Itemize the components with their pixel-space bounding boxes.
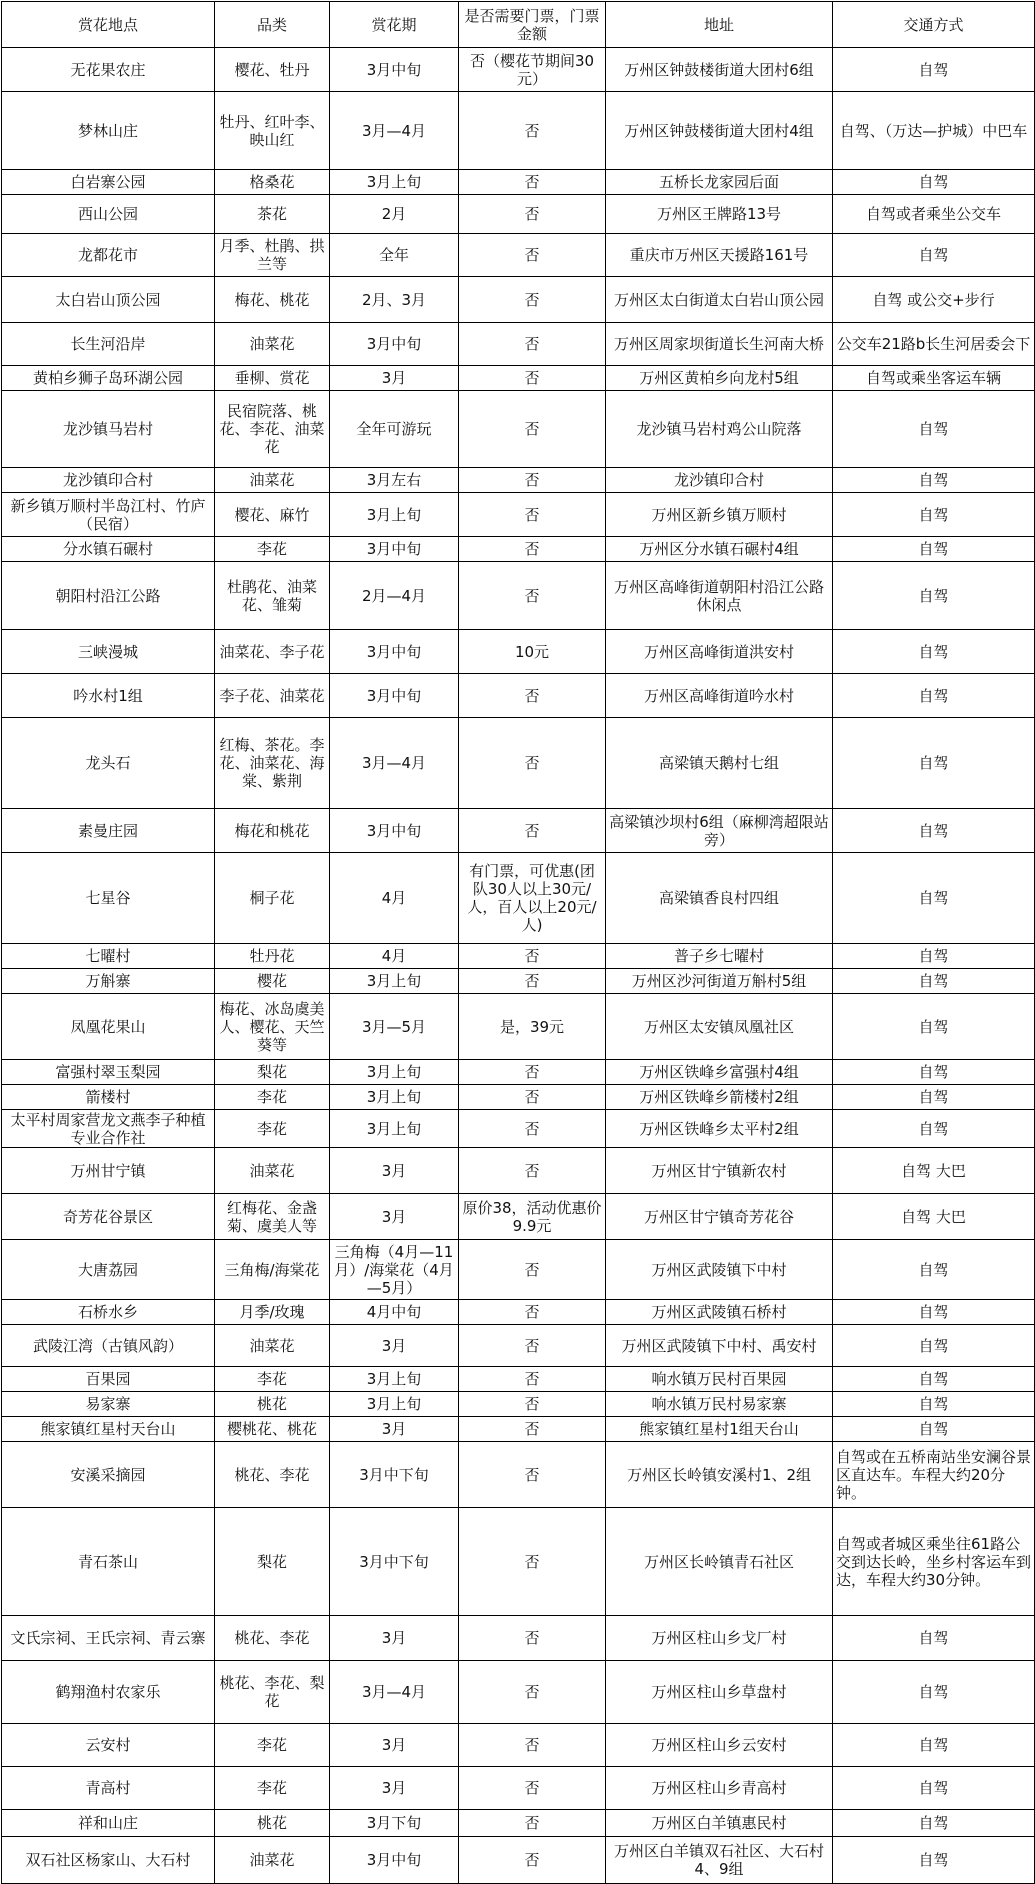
cell-address: 响水镇万民村百果园 xyxy=(606,1367,833,1392)
table-row xyxy=(2,994,1035,1060)
cell-ticket: 否 xyxy=(459,1442,606,1508)
cell-transport: 自驾 xyxy=(833,1240,1035,1300)
cell-transport: 自驾 xyxy=(833,1325,1035,1367)
cell-viewing-period: 3月中旬 xyxy=(330,1837,459,1884)
cell-viewing-period: 3月中旬 xyxy=(330,630,459,674)
table-row xyxy=(2,853,1035,944)
cell-location: 太平村周家营龙文燕李子种植专业合作社 xyxy=(2,1110,215,1148)
cell-ticket: 否 xyxy=(459,1417,606,1442)
cell-flower-type: 红梅、茶花。李花、油菜花、海棠、紫荆 xyxy=(215,718,330,809)
table-row xyxy=(2,1148,1035,1194)
table-row xyxy=(2,1724,1035,1767)
table-row xyxy=(2,277,1035,323)
cell-viewing-period: 3月中下旬 xyxy=(330,1442,459,1508)
header-viewing-period: 赏花期 xyxy=(330,2,459,48)
cell-ticket: 否 xyxy=(459,1325,606,1367)
cell-viewing-period: 3月上旬 xyxy=(330,170,459,195)
header-address: 地址 xyxy=(606,2,833,48)
cell-flower-type: 樱桃花、桃花 xyxy=(215,1417,330,1442)
cell-ticket: 否 xyxy=(459,277,606,323)
cell-address: 龙沙镇印合村 xyxy=(606,468,833,493)
header-row xyxy=(2,2,1035,48)
cell-viewing-period: 3月 xyxy=(330,1325,459,1367)
table-row xyxy=(2,1810,1035,1837)
cell-address: 万州区甘宁镇新农村 xyxy=(606,1148,833,1194)
cell-address: 万州区钟鼓楼街道大团村4组 xyxy=(606,92,833,170)
cell-transport: 自驾 xyxy=(833,944,1035,969)
cell-address: 万州区铁峰乡箭楼村2组 xyxy=(606,1085,833,1110)
table-row xyxy=(2,1767,1035,1810)
cell-transport: 自驾 xyxy=(833,994,1035,1060)
table-row xyxy=(2,1085,1035,1110)
cell-ticket: 否 xyxy=(459,234,606,277)
cell-location: 白岩寨公园 xyxy=(2,170,215,195)
cell-transport: 自驾 大巴 xyxy=(833,1148,1035,1194)
table-row xyxy=(2,562,1035,630)
cell-flower-type: 梅花和桃花 xyxy=(215,809,330,853)
header-ticket: 是否需要门票，门票金额 xyxy=(459,2,606,48)
table-row xyxy=(2,944,1035,969)
header-location: 赏花地点 xyxy=(2,2,215,48)
cell-transport: 自驾、（万达—护城）中巴车 xyxy=(833,92,1035,170)
cell-location: 双石社区杨家山、大石村 xyxy=(2,1837,215,1884)
cell-ticket: 否 xyxy=(459,718,606,809)
cell-transport: 自驾 xyxy=(833,1110,1035,1148)
cell-flower-type: 梅花、桃花 xyxy=(215,277,330,323)
cell-transport: 自驾 xyxy=(833,468,1035,493)
cell-transport: 自驾 xyxy=(833,537,1035,562)
cell-transport: 自驾 xyxy=(833,1810,1035,1837)
cell-location: 青高村 xyxy=(2,1767,215,1810)
cell-flower-type: 李花 xyxy=(215,537,330,562)
cell-flower-type: 樱花 xyxy=(215,969,330,994)
cell-flower-type: 垂柳、赏花 xyxy=(215,366,330,391)
cell-address: 万州区黄柏乡向龙村5组 xyxy=(606,366,833,391)
table-row xyxy=(2,1616,1035,1661)
cell-viewing-period: 3月 xyxy=(330,1724,459,1767)
cell-flower-type: 樱花、牡丹 xyxy=(215,48,330,92)
cell-flower-type: 梅花、冰岛虞美人、樱花、天竺葵等 xyxy=(215,994,330,1060)
cell-location: 素曼庄园 xyxy=(2,809,215,853)
table-row xyxy=(2,1508,1035,1616)
cell-flower-type: 油菜花 xyxy=(215,323,330,366)
table-row xyxy=(2,1367,1035,1392)
cell-flower-type: 月季/玫瑰 xyxy=(215,1300,330,1325)
cell-flower-type: 桃花、李花、梨花 xyxy=(215,1661,330,1724)
cell-location: 万斛寨 xyxy=(2,969,215,994)
cell-address: 万州区长岭镇青石社区 xyxy=(606,1508,833,1616)
cell-location: 武陵江湾（古镇风韵） xyxy=(2,1325,215,1367)
cell-location: 大唐荔园 xyxy=(2,1240,215,1300)
cell-viewing-period: 3月 xyxy=(330,1616,459,1661)
cell-address: 万州区白羊镇双石社区、大石村4、9组 xyxy=(606,1837,833,1884)
table-row xyxy=(2,493,1035,537)
cell-address: 五桥长龙家园后面 xyxy=(606,170,833,195)
cell-viewing-period: 3月中下旬 xyxy=(330,1508,459,1616)
cell-transport: 自驾 xyxy=(833,969,1035,994)
cell-transport: 自驾或者乘坐公交车 xyxy=(833,195,1035,234)
cell-address: 万州区分水镇石碾村4组 xyxy=(606,537,833,562)
cell-viewing-period: 三角梅（4月—11月）/海棠花（4月—5月） xyxy=(330,1240,459,1300)
cell-viewing-period: 3月—5月 xyxy=(330,994,459,1060)
cell-ticket: 否 xyxy=(459,1810,606,1837)
cell-location: 长生河沿岸 xyxy=(2,323,215,366)
cell-address: 万州区王牌路13号 xyxy=(606,195,833,234)
cell-ticket: 原价38，活动优惠价9.9元 xyxy=(459,1194,606,1240)
table-row xyxy=(2,1300,1035,1325)
cell-flower-type: 李花 xyxy=(215,1724,330,1767)
cell-viewing-period: 3月上旬 xyxy=(330,969,459,994)
cell-flower-type: 杜鹃花、油菜花、雏菊 xyxy=(215,562,330,630)
cell-transport: 自驾 xyxy=(833,1767,1035,1810)
cell-flower-type: 三角梅/海棠花 xyxy=(215,1240,330,1300)
cell-transport: 自驾 大巴 xyxy=(833,1194,1035,1240)
cell-flower-type: 李花 xyxy=(215,1767,330,1810)
cell-location: 无花果农庄 xyxy=(2,48,215,92)
cell-address: 万州区长岭镇安溪村1、2组 xyxy=(606,1442,833,1508)
cell-ticket: 否 xyxy=(459,92,606,170)
cell-transport: 自驾 xyxy=(833,170,1035,195)
table-row xyxy=(2,537,1035,562)
cell-address: 万州区钟鼓楼街道大团村6组 xyxy=(606,48,833,92)
cell-ticket: 否 xyxy=(459,944,606,969)
cell-location: 凤凰花果山 xyxy=(2,994,215,1060)
cell-address: 万州区周家坝街道长生河南大桥 xyxy=(606,323,833,366)
cell-flower-type: 李花 xyxy=(215,1110,330,1148)
cell-address: 高梁镇沙坝村6组（麻柳湾超限站旁） xyxy=(606,809,833,853)
cell-location: 梦林山庄 xyxy=(2,92,215,170)
cell-transport: 自驾 xyxy=(833,809,1035,853)
cell-ticket: 否 xyxy=(459,562,606,630)
cell-viewing-period: 3月上旬 xyxy=(330,1060,459,1085)
cell-transport: 自驾 xyxy=(833,1417,1035,1442)
table-row xyxy=(2,809,1035,853)
cell-location: 箭楼村 xyxy=(2,1085,215,1110)
cell-ticket: 否 xyxy=(459,1060,606,1085)
cell-transport: 自驾 xyxy=(833,1724,1035,1767)
cell-address: 万州区柱山乡青高村 xyxy=(606,1767,833,1810)
table-row xyxy=(2,1060,1035,1085)
cell-flower-type: 桃花、李花 xyxy=(215,1442,330,1508)
cell-flower-type: 牡丹花 xyxy=(215,944,330,969)
cell-address: 万州区柱山乡戈厂村 xyxy=(606,1616,833,1661)
cell-ticket: 否 xyxy=(459,1392,606,1417)
cell-location: 奇芳花谷景区 xyxy=(2,1194,215,1240)
cell-ticket: 有门票，可优惠(团队30人以上30元/人，百人以上20元/人) xyxy=(459,853,606,944)
cell-viewing-period: 3月中旬 xyxy=(330,537,459,562)
cell-location: 熊家镇红星村天台山 xyxy=(2,1417,215,1442)
cell-address: 普子乡七曜村 xyxy=(606,944,833,969)
cell-transport: 自驾 xyxy=(833,493,1035,537)
cell-location: 太白岩山顶公园 xyxy=(2,277,215,323)
cell-viewing-period: 3月 xyxy=(330,1148,459,1194)
cell-address: 万州区武陵镇下中村、禹安村 xyxy=(606,1325,833,1367)
cell-ticket: 否 xyxy=(459,1085,606,1110)
cell-address: 响水镇万民村易家寨 xyxy=(606,1392,833,1417)
cell-flower-type: 民宿院落、桃花、李花、油菜花 xyxy=(215,391,330,468)
cell-transport: 自驾 xyxy=(833,1300,1035,1325)
table-row xyxy=(2,1837,1035,1884)
cell-ticket: 否 xyxy=(459,323,606,366)
cell-transport: 自驾 xyxy=(833,1060,1035,1085)
cell-location: 龙都花市 xyxy=(2,234,215,277)
cell-flower-type: 红梅花、金盏菊、虞美人等 xyxy=(215,1194,330,1240)
cell-ticket: 否 xyxy=(459,1837,606,1884)
cell-address: 高梁镇天鹅村七组 xyxy=(606,718,833,809)
cell-location: 青石茶山 xyxy=(2,1508,215,1616)
cell-location: 云安村 xyxy=(2,1724,215,1767)
cell-location: 七星谷 xyxy=(2,853,215,944)
cell-address: 万州区白羊镇惠民村 xyxy=(606,1810,833,1837)
cell-viewing-period: 3月下旬 xyxy=(330,1810,459,1837)
cell-location: 万州甘宁镇 xyxy=(2,1148,215,1194)
cell-ticket: 否 xyxy=(459,195,606,234)
cell-location: 鹤翔渔村农家乐 xyxy=(2,1661,215,1724)
cell-transport: 自驾 xyxy=(833,1616,1035,1661)
cell-flower-type: 油菜花 xyxy=(215,1325,330,1367)
table-row xyxy=(2,391,1035,468)
cell-address: 万州区太白街道太白岩山顶公园 xyxy=(606,277,833,323)
table-row xyxy=(2,1442,1035,1508)
cell-ticket: 否 xyxy=(459,1616,606,1661)
cell-viewing-period: 3月上旬 xyxy=(330,1110,459,1148)
cell-address: 万州区高峰街道洪安村 xyxy=(606,630,833,674)
cell-viewing-period: 3月—4月 xyxy=(330,92,459,170)
table-row xyxy=(2,468,1035,493)
cell-viewing-period: 3月 xyxy=(330,1417,459,1442)
table-row xyxy=(2,92,1035,170)
cell-location: 分水镇石碾村 xyxy=(2,537,215,562)
cell-address: 万州区铁峰乡富强村4组 xyxy=(606,1060,833,1085)
cell-viewing-period: 3月 xyxy=(330,1194,459,1240)
table-row xyxy=(2,1194,1035,1240)
cell-ticket: 否 xyxy=(459,537,606,562)
table-row xyxy=(2,1110,1035,1148)
cell-location: 安溪采摘园 xyxy=(2,1442,215,1508)
table-row xyxy=(2,674,1035,718)
cell-ticket: 否 xyxy=(459,170,606,195)
cell-transport: 自驾 xyxy=(833,718,1035,809)
header-transport: 交通方式 xyxy=(833,2,1035,48)
cell-ticket: 否 xyxy=(459,1508,606,1616)
cell-ticket: 否（樱花节期间30元） xyxy=(459,48,606,92)
table-row xyxy=(2,1392,1035,1417)
cell-address: 高梁镇香良村四组 xyxy=(606,853,833,944)
cell-ticket: 否 xyxy=(459,1300,606,1325)
cell-address: 龙沙镇马岩村鸡公山院落 xyxy=(606,391,833,468)
cell-transport: 自驾 或公交+步行 xyxy=(833,277,1035,323)
cell-transport: 自驾或乘坐客运车辆 xyxy=(833,366,1035,391)
cell-address: 万州区武陵镇下中村 xyxy=(606,1240,833,1300)
cell-location: 祥和山庄 xyxy=(2,1810,215,1837)
cell-flower-type: 桐子花 xyxy=(215,853,330,944)
cell-transport: 自驾 xyxy=(833,674,1035,718)
cell-viewing-period: 3月上旬 xyxy=(330,1367,459,1392)
cell-viewing-period: 全年可游玩 xyxy=(330,391,459,468)
cell-flower-type: 油菜花 xyxy=(215,1148,330,1194)
table-row xyxy=(2,1240,1035,1300)
cell-ticket: 否 xyxy=(459,493,606,537)
cell-location: 龙头石 xyxy=(2,718,215,809)
cell-flower-type: 李花 xyxy=(215,1367,330,1392)
table-body xyxy=(2,48,1035,1884)
cell-transport: 自驾或者城区乘坐往61路公交到达长岭，坐乡村客运车到达，车程大约30分钟。 xyxy=(833,1508,1035,1616)
cell-transport: 公交车21路b长生河居委会下 xyxy=(833,323,1035,366)
cell-flower-type: 桃花、李花 xyxy=(215,1616,330,1661)
cell-ticket: 否 xyxy=(459,1767,606,1810)
cell-address: 万州区柱山乡云安村 xyxy=(606,1724,833,1767)
cell-ticket: 否 xyxy=(459,969,606,994)
cell-ticket: 否 xyxy=(459,1367,606,1392)
cell-flower-type: 李花 xyxy=(215,1085,330,1110)
cell-transport: 自驾 xyxy=(833,630,1035,674)
header-flower-type: 品类 xyxy=(215,2,330,48)
cell-viewing-period: 2月 xyxy=(330,195,459,234)
cell-location: 文氏宗祠、王氏宗祠、青云寨 xyxy=(2,1616,215,1661)
cell-viewing-period: 4月 xyxy=(330,853,459,944)
flower-viewing-table xyxy=(1,1,1035,1884)
table-row xyxy=(2,1325,1035,1367)
cell-ticket: 否 xyxy=(459,1661,606,1724)
cell-flower-type: 李子花、油菜花 xyxy=(215,674,330,718)
table-row xyxy=(2,718,1035,809)
cell-ticket: 否 xyxy=(459,391,606,468)
cell-address: 万州区新乡镇万顺村 xyxy=(606,493,833,537)
cell-location: 龙沙镇马岩村 xyxy=(2,391,215,468)
cell-viewing-period: 全年 xyxy=(330,234,459,277)
cell-location: 富强村翠玉梨园 xyxy=(2,1060,215,1085)
cell-viewing-period: 3月—4月 xyxy=(330,1661,459,1724)
cell-flower-type: 梨花 xyxy=(215,1508,330,1616)
cell-viewing-period: 3月 xyxy=(330,366,459,391)
cell-transport: 自驾 xyxy=(833,562,1035,630)
cell-location: 百果园 xyxy=(2,1367,215,1392)
cell-address: 万州区太安镇凤凰社区 xyxy=(606,994,833,1060)
cell-location: 易家寨 xyxy=(2,1392,215,1417)
cell-transport: 自驾 xyxy=(833,1392,1035,1417)
cell-transport: 自驾 xyxy=(833,853,1035,944)
cell-flower-type: 油菜花、李子花 xyxy=(215,630,330,674)
cell-flower-type: 格桑花 xyxy=(215,170,330,195)
cell-address: 万州区武陵镇石桥村 xyxy=(606,1300,833,1325)
cell-viewing-period: 3月上旬 xyxy=(330,1085,459,1110)
cell-viewing-period: 4月 xyxy=(330,944,459,969)
cell-flower-type: 梨花 xyxy=(215,1060,330,1085)
cell-location: 吟水村1组 xyxy=(2,674,215,718)
table-row xyxy=(2,48,1035,92)
cell-viewing-period: 3月上旬 xyxy=(330,493,459,537)
cell-location: 七曜村 xyxy=(2,944,215,969)
table-row xyxy=(2,195,1035,234)
cell-ticket: 否 xyxy=(459,809,606,853)
cell-flower-type: 油菜花 xyxy=(215,468,330,493)
cell-location: 新乡镇万顺村半岛江村、竹庐（民宿） xyxy=(2,493,215,537)
cell-ticket: 否 xyxy=(459,1148,606,1194)
cell-viewing-period: 3月上旬 xyxy=(330,1392,459,1417)
cell-ticket: 否 xyxy=(459,674,606,718)
cell-transport: 自驾 xyxy=(833,1837,1035,1884)
cell-transport: 自驾 xyxy=(833,1085,1035,1110)
cell-transport: 自驾 xyxy=(833,1367,1035,1392)
cell-address: 万州区铁峰乡太平村2组 xyxy=(606,1110,833,1148)
table-row xyxy=(2,1661,1035,1724)
cell-flower-type: 茶花 xyxy=(215,195,330,234)
cell-transport: 自驾 xyxy=(833,234,1035,277)
cell-ticket: 10元 xyxy=(459,630,606,674)
cell-address: 万州区高峰街道吟水村 xyxy=(606,674,833,718)
table-row xyxy=(2,630,1035,674)
cell-viewing-period: 3月中旬 xyxy=(330,323,459,366)
cell-address: 熊家镇红星村1组天台山 xyxy=(606,1417,833,1442)
cell-viewing-period: 3月中旬 xyxy=(330,674,459,718)
cell-viewing-period: 3月左右 xyxy=(330,468,459,493)
cell-flower-type: 桃花 xyxy=(215,1810,330,1837)
cell-ticket: 否 xyxy=(459,468,606,493)
table-row xyxy=(2,323,1035,366)
cell-transport: 自驾 xyxy=(833,391,1035,468)
cell-address: 万州区柱山乡草盘村 xyxy=(606,1661,833,1724)
cell-ticket: 否 xyxy=(459,1110,606,1148)
cell-location: 西山公园 xyxy=(2,195,215,234)
table-row xyxy=(2,969,1035,994)
cell-address: 万州区沙河街道万斛村5组 xyxy=(606,969,833,994)
cell-flower-type: 牡丹、红叶李、映山红 xyxy=(215,92,330,170)
cell-location: 石桥水乡 xyxy=(2,1300,215,1325)
cell-flower-type: 月季、杜鹃、拱兰等 xyxy=(215,234,330,277)
cell-address: 万州区甘宁镇奇芳花谷 xyxy=(606,1194,833,1240)
cell-transport: 自驾 xyxy=(833,1661,1035,1724)
cell-flower-type: 樱花、麻竹 xyxy=(215,493,330,537)
cell-location: 朝阳村沿江公路 xyxy=(2,562,215,630)
cell-location: 黄柏乡狮子岛环湖公园 xyxy=(2,366,215,391)
cell-viewing-period: 3月中旬 xyxy=(330,809,459,853)
table-row xyxy=(2,234,1035,277)
cell-ticket: 否 xyxy=(459,1724,606,1767)
cell-location: 龙沙镇印合村 xyxy=(2,468,215,493)
cell-transport: 自驾或在五桥南站坐安澜谷景区直达车。车程大约20分钟。 xyxy=(833,1442,1035,1508)
cell-address: 万州区高峰街道朝阳村沿江公路休闲点 xyxy=(606,562,833,630)
cell-flower-type: 油菜花 xyxy=(215,1837,330,1884)
cell-transport: 自驾 xyxy=(833,48,1035,92)
cell-ticket: 否 xyxy=(459,366,606,391)
cell-viewing-period: 3月 xyxy=(330,1767,459,1810)
table-row xyxy=(2,366,1035,391)
cell-address: 重庆市万州区天援路161号 xyxy=(606,234,833,277)
cell-viewing-period: 4月中旬 xyxy=(330,1300,459,1325)
table-row xyxy=(2,170,1035,195)
cell-ticket: 是，39元 xyxy=(459,994,606,1060)
cell-ticket: 否 xyxy=(459,1240,606,1300)
cell-viewing-period: 2月、3月 xyxy=(330,277,459,323)
cell-flower-type: 桃花 xyxy=(215,1392,330,1417)
cell-viewing-period: 2月—4月 xyxy=(330,562,459,630)
cell-location: 三峡漫城 xyxy=(2,630,215,674)
table-row xyxy=(2,1417,1035,1442)
cell-viewing-period: 3月—4月 xyxy=(330,718,459,809)
cell-viewing-period: 3月中旬 xyxy=(330,48,459,92)
